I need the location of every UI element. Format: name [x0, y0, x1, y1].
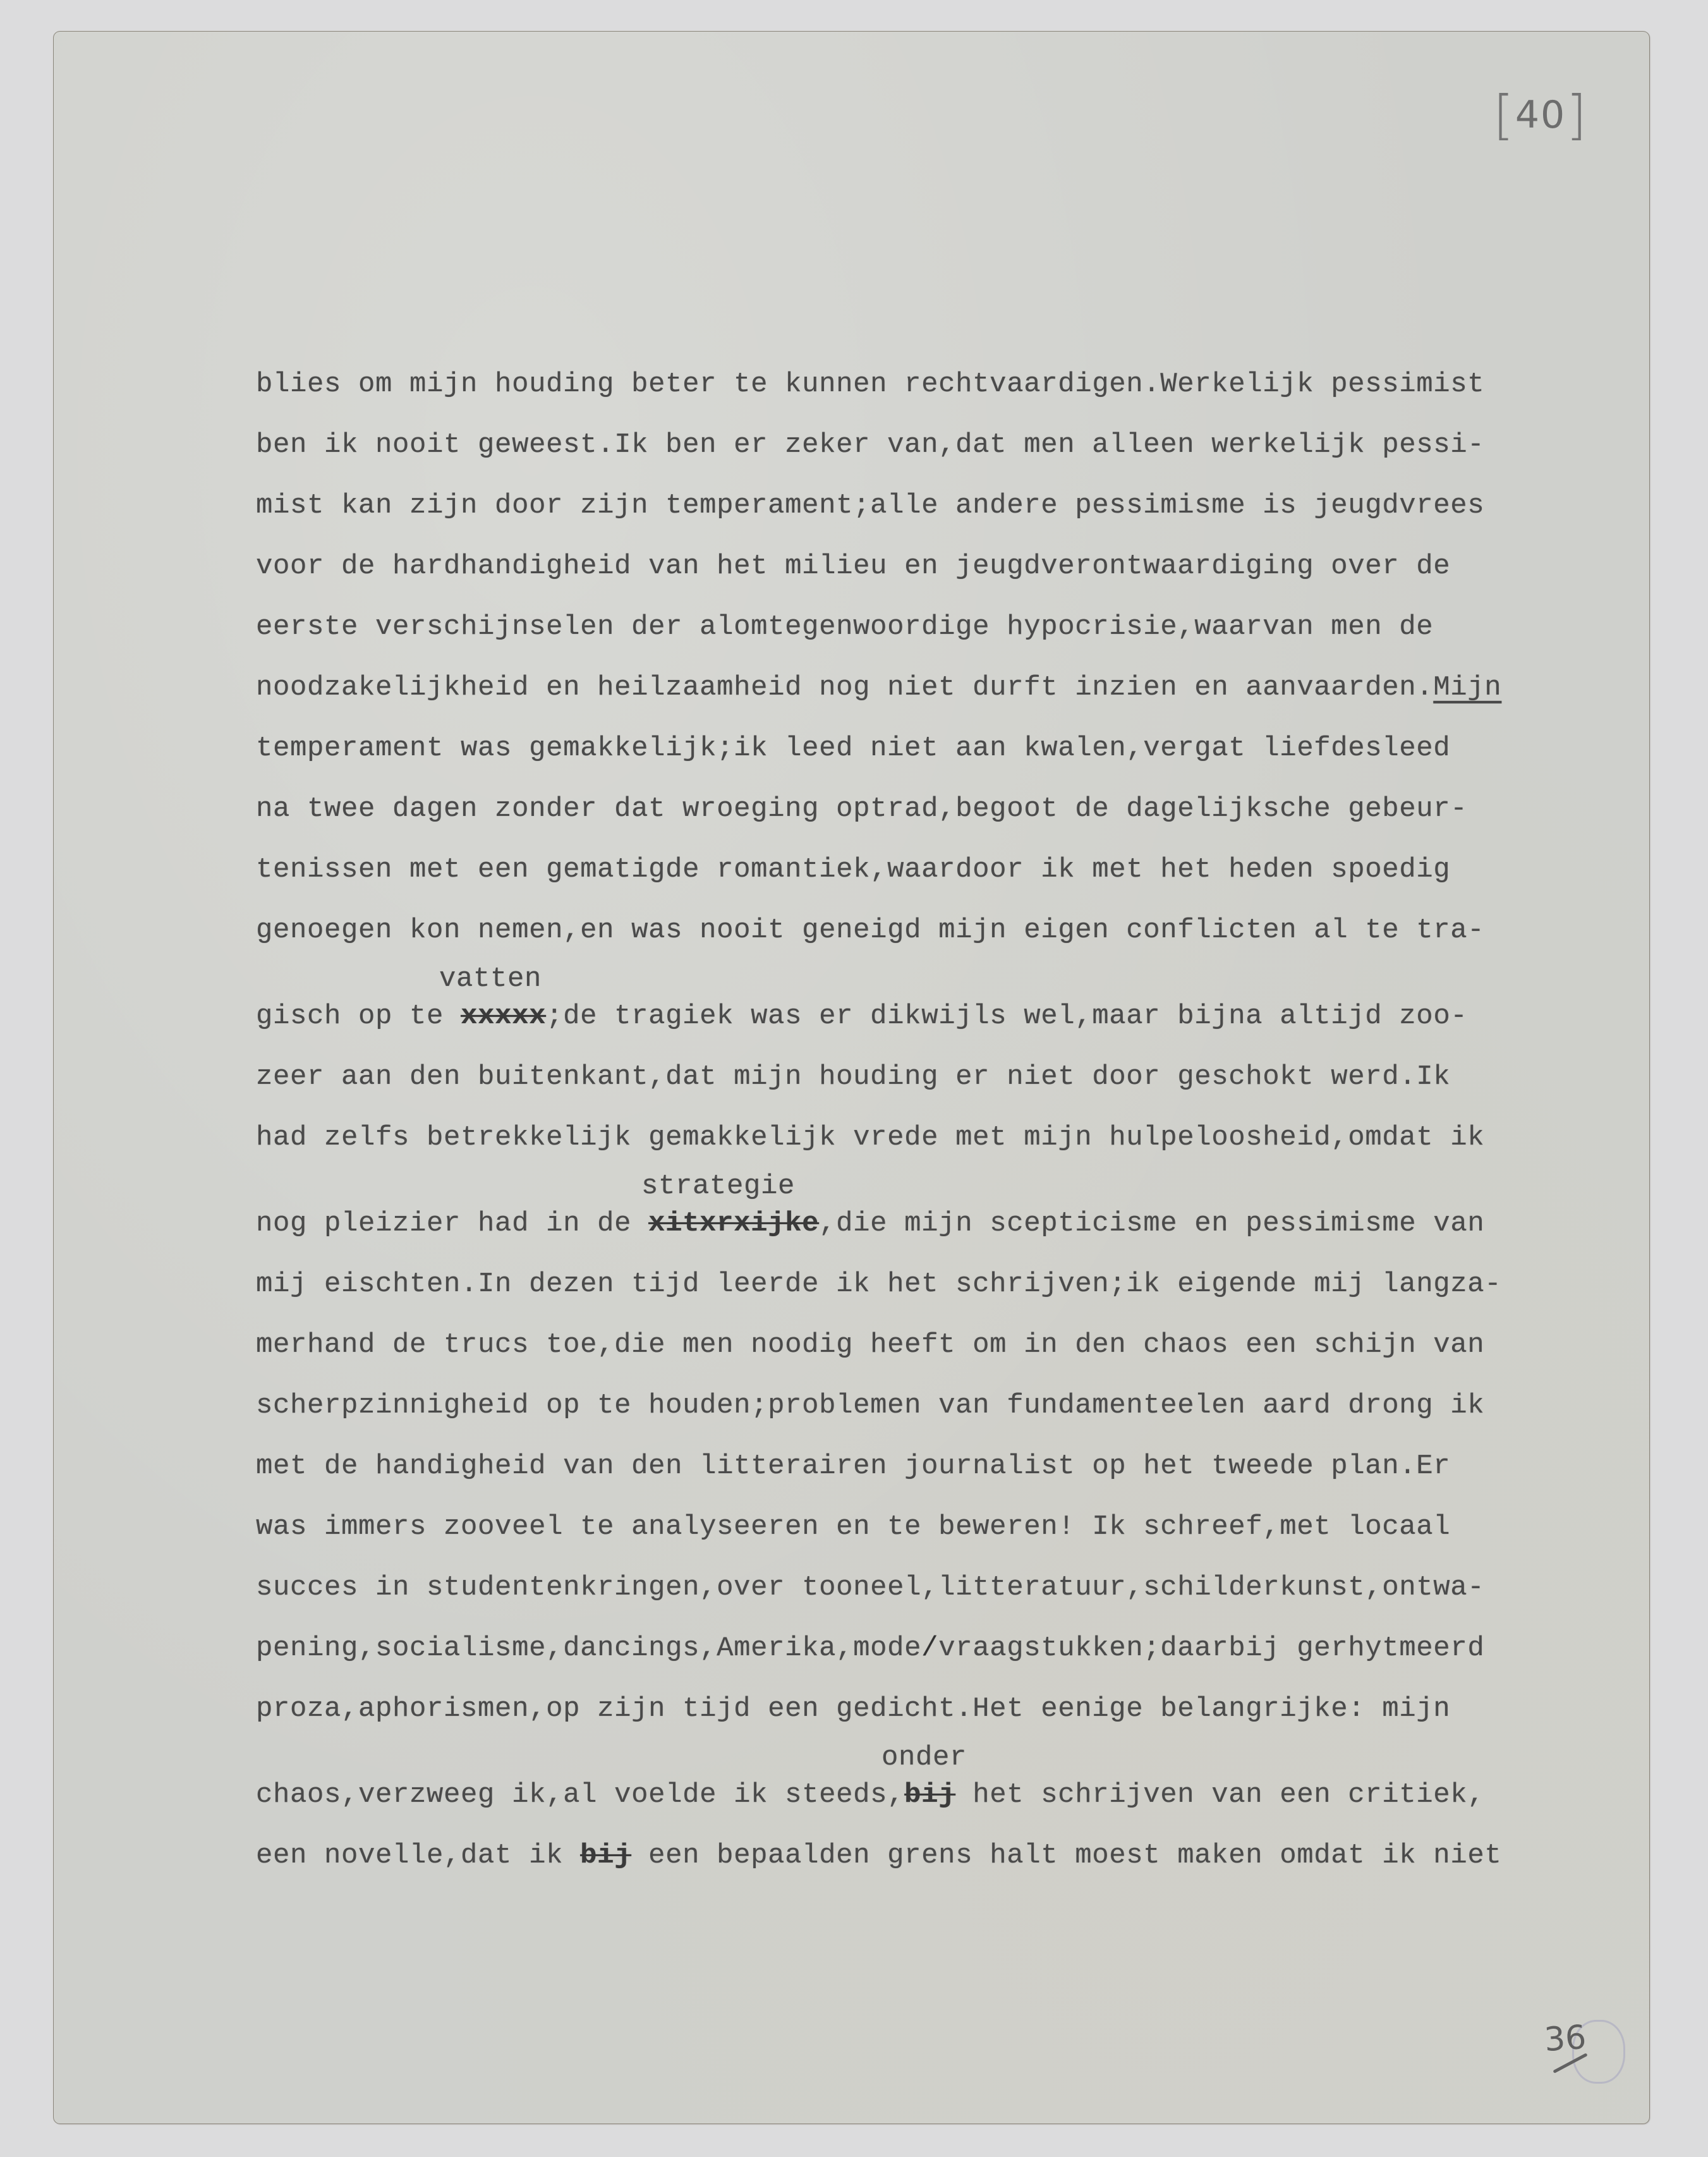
text-segment: pening,socialisme,dancings,Amerika,mode — [256, 1632, 922, 1664]
text-segment: ,die mijn scepticisme en pessimisme van — [819, 1208, 1485, 1239]
text-segment: een novelle,dat ik — [256, 1840, 581, 1871]
text-segment: vraagstukken;daarbij gerhytmeerd — [938, 1632, 1485, 1664]
text-line: proza,aphorismen,op zijn tijd een gedicht.Het eenige belangrijke: mijn — [256, 1693, 1451, 1725]
text-line: merhand de trucs toe,die men noodig heeft om in den chaos een schijn van — [256, 1329, 1485, 1361]
struck-out-word: xitxrxijke — [648, 1208, 820, 1239]
text-segment: nog pleizier had in de — [256, 1208, 649, 1239]
interlinear-correction: onder — [881, 1742, 967, 1773]
text-line — [256, 1170, 1633, 1254]
text-line: eerste verschijnselen der alomtegenwoordige hypocrisie,waarvan men de — [256, 611, 1434, 643]
page-number-value: 40 — [1515, 93, 1566, 137]
text-line — [256, 1742, 1633, 1825]
text-segment: noodzakelijkheid en heilzaamheid nog niet durft inzien en aanvaarden. — [256, 672, 1434, 703]
text-line: temperament was gemakkelijk;ik leed niet aan kwalen,vergat liefdesleed — [256, 732, 1451, 764]
text-line: was immers zooveel te analyseeren en te beweren! Ik schreef,met locaal — [256, 1511, 1451, 1543]
text-line: zeer aan den buitenkant,dat mijn houding er niet door geschokt werd.Ik — [256, 1061, 1451, 1093]
interlinear-correction: vatten — [439, 963, 542, 995]
text-line — [256, 657, 1633, 718]
text-line — [256, 1618, 1633, 1679]
text-line: ben ik nooit geweest.Ik ben er zeker van,dat men alleen werkelijk pessi- — [256, 429, 1485, 461]
archival-page-number — [1493, 83, 1588, 147]
text-line: succes in studentenkringen,over tooneel,litteratuur,schilderkunst,ontwa- — [256, 1572, 1485, 1603]
text-line: met de handigheid van den litterairen journalist op het tweede plan.Er — [256, 1450, 1451, 1482]
handwritten-slash: / — [921, 1632, 939, 1664]
struck-out-word: xxxxx — [461, 1000, 547, 1032]
typed-body-text — [256, 354, 1633, 1886]
text-segment: gisch op te — [256, 1000, 461, 1032]
text-segment: een bepaalden grens halt moest maken omdat ik niet — [631, 1840, 1502, 1871]
text-line: mij eischten.In dezen tijd leerde ik het schrijven;ik eigende mij langza- — [256, 1268, 1502, 1300]
struck-out-word: bij — [904, 1779, 956, 1811]
text-line — [256, 963, 1633, 1047]
text-line: scherpzinnigheid op te houden;problemen van fundamenteelen aard drong ik — [256, 1390, 1485, 1421]
text-line: mist kan zijn door zijn temperament;alle andere pessimisme is jeugdvrees — [256, 490, 1485, 521]
text-line — [256, 1825, 1633, 1886]
interlinear-correction: strategie — [641, 1170, 796, 1202]
bracket-close: ] — [1566, 84, 1588, 146]
text-line: genoegen kon nemen,en was nooit geneigd mijn eigen conflicten al te tra- — [256, 914, 1485, 946]
text-line: tenissen met een gematigde romantiek,waardoor ik met het heden spoedig — [256, 854, 1451, 885]
struck-out-word: bij — [580, 1840, 632, 1871]
text-segment: chaos,verzweeg ik,al voelde ik steeds, — [256, 1779, 905, 1811]
folio-number: 36 — [1542, 2018, 1588, 2060]
text-segment: ;de tragiek was er dikwijls wel,maar bijna altijd zoo- — [546, 1000, 1468, 1032]
text-line: blies om mijn houding beter te kunnen rechtvaardigen.Werkelijk pessimist — [256, 368, 1485, 400]
bracket-open: [ — [1493, 84, 1515, 146]
text-line: had zelfs betrekkelijk gemakkelijk vrede met mijn hulpeloosheid,omdat ik — [256, 1122, 1485, 1153]
text-line: na twee dagen zonder dat wroeging optrad,begoot de dagelijksche gebeur- — [256, 793, 1468, 825]
text-segment: het schrijven van een critiek, — [955, 1779, 1485, 1811]
underlined-word: Mijn — [1433, 672, 1502, 703]
text-line: voor de hardhandigheid van het milieu en jeugdverontwaardiging over de — [256, 550, 1451, 582]
